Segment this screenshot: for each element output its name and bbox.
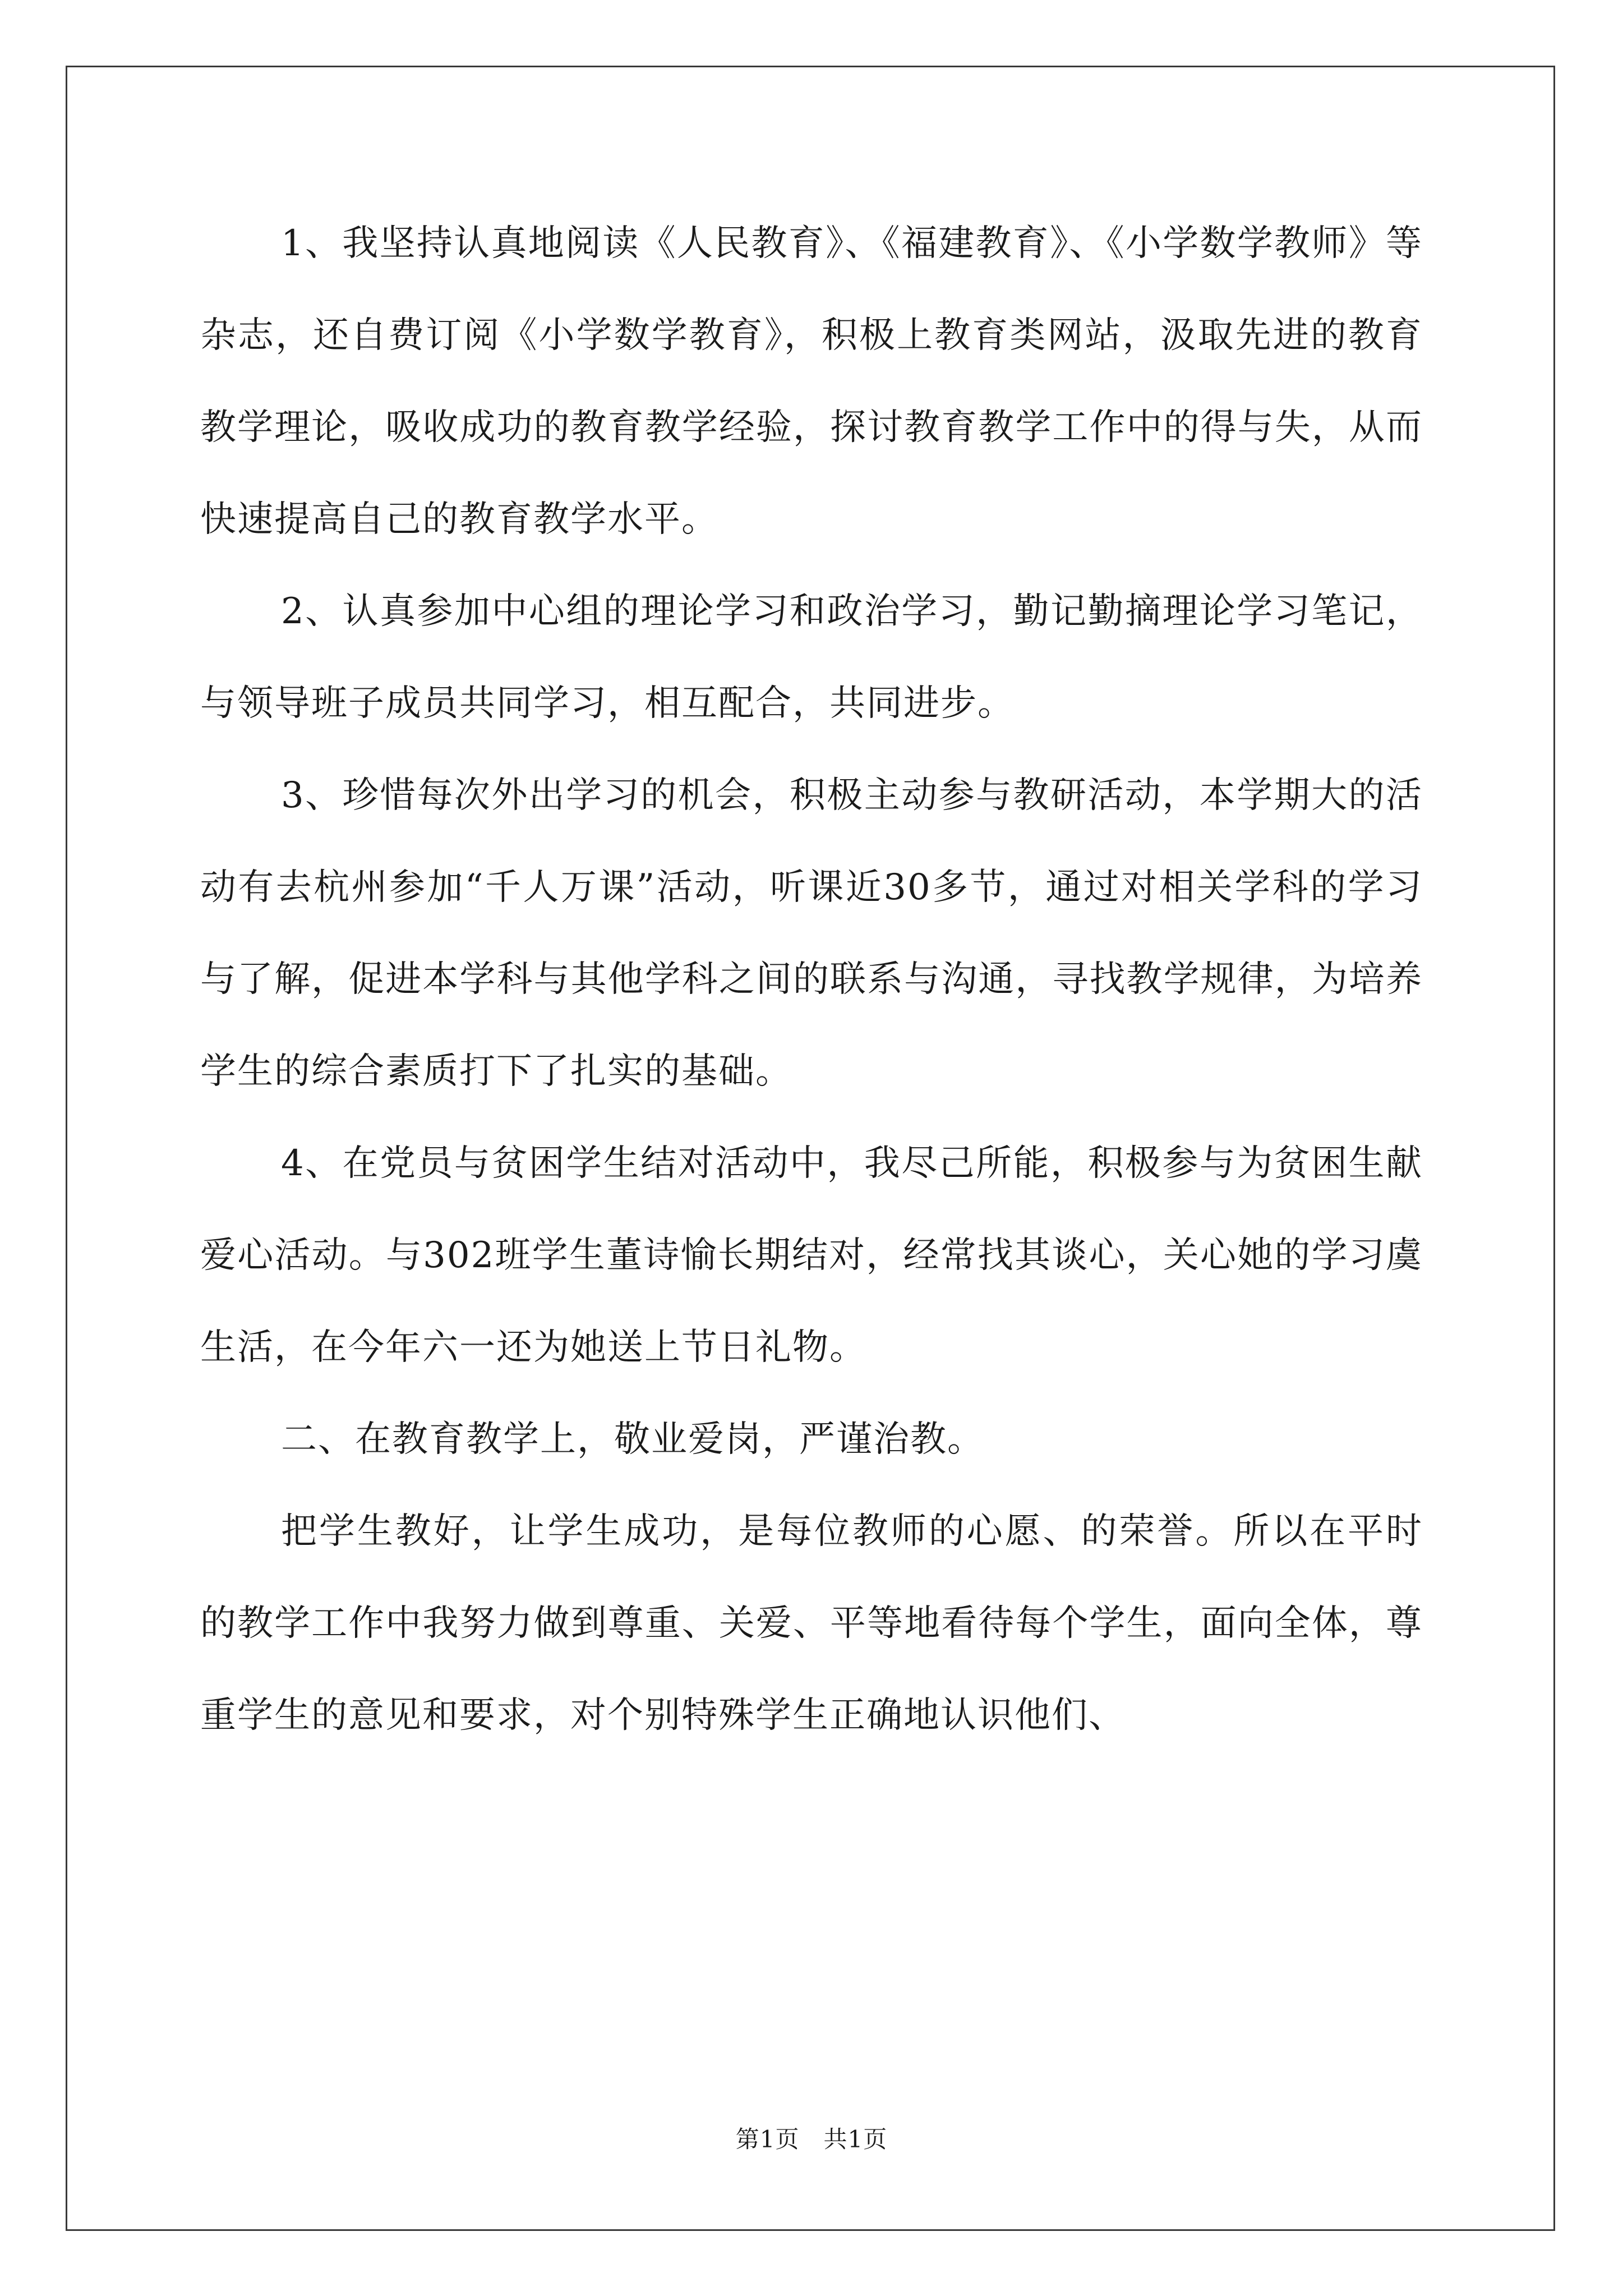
- page-footer: 第1页 共1页: [735, 2125, 888, 2153]
- section-heading-2: 二、在教育教学上，敬业爱岗，严谨治教。: [281, 1419, 984, 1460]
- paragraph-1: 1、我坚持认真地阅读《人民教育》、《福建教育》、《小学数学教师》等杂志，还自费订阅《小学数学教育》，积极上教育类网站，汲取先进的教育教学理论，吸收成功的教育教学经验，探讨教育教学工作中的得与失，从而快速提高自己的教育教学水平。: [200, 223, 1423, 540]
- paragraph-3: 3、珍惜每次外出学习的机会，积极主动参与教研活动，本学期大的活动有去杭州参加“千人万课”活动，听课近30多节，通过对相关学科的学习与了解，促进本学科与其他学科之间的联系与沟通，寻找教学规律，为培养学生的综合素质打下了扎实的基础。: [200, 775, 1423, 1092]
- paragraph-5: 把学生教好，让学生成功，是每位教师的心愿、的荣誉。所以在平时的教学工作中我努力做到尊重、关爱、平等地看待每个学生，面向全体，尊重学生的意见和要求，对个别特殊学生正确地认识他们、: [200, 1511, 1423, 1736]
- paragraph-2: 2、认真参加中心组的理论学习和政治学习，勤记勤摘理论学习笔记，与领导班子成员共同学习，相互配合，共同进步。: [200, 591, 1423, 724]
- document-body: [200, 197, 1423, 1761]
- paragraph-4: 4、在党员与贫困学生结对活动中，我尽己所能，积极参与为贫困生献爱心活动。与302班学生董诗愉长期结对，经常找其谈心，关心她的学习虞生活，在今年六一还为她送上节日礼物。: [200, 1143, 1423, 1368]
